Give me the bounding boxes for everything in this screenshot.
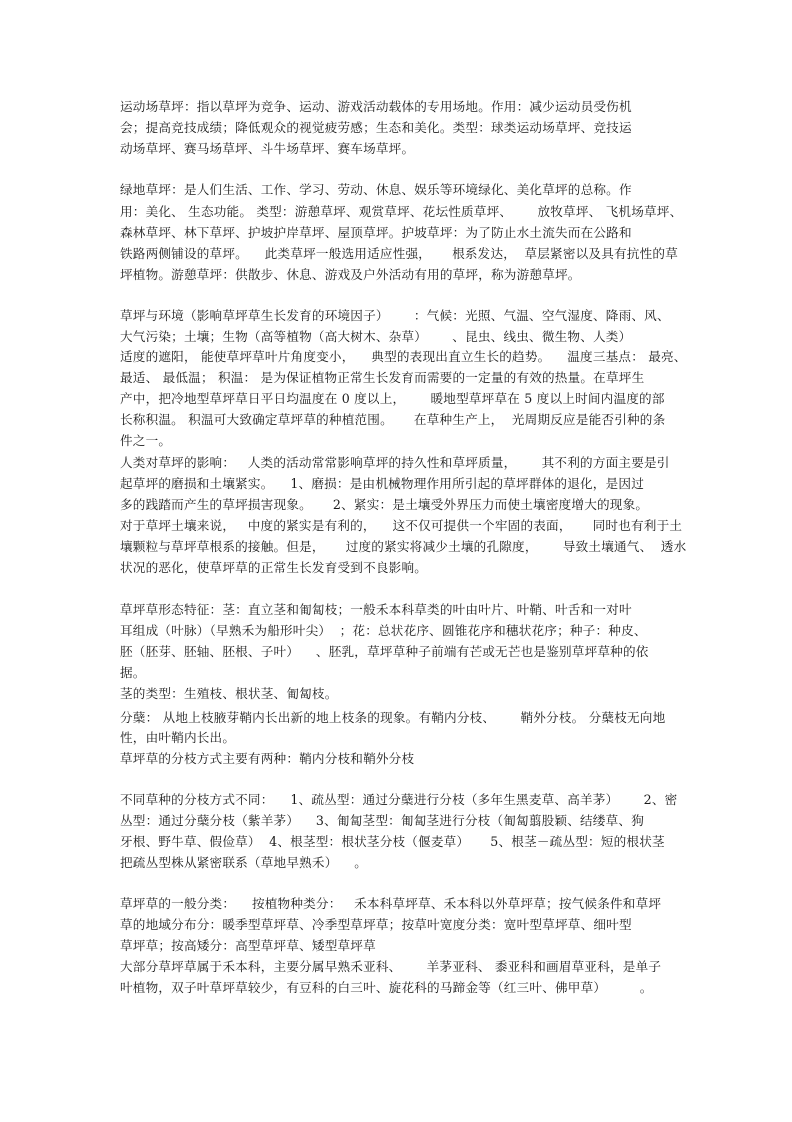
text-line: 大部分草坪草属于禾本科，主要分属早熟禾亚科、 羊茅亚科、 黍亚科和画眉草亚科，是单子	[120, 959, 662, 974]
text-line: 壤颗粒与草坪草根系的接触。但是， 过度的紧实将减少土壤的孔隙度， 导致土壤通气、 透水	[120, 539, 687, 554]
text-line: 产中，把冷地型草坪草日平日均温度在 0 度以上， 暖地型草坪草在 5 度以上时间内温度的部	[120, 391, 665, 406]
text-line: 起草坪的磨损和土壤紧实。 1、磨损：是由机械物理作用所引起的草坪群体的退化，是因过	[120, 476, 644, 491]
text-line: 不同草种的分枝方式不同： 1、疏丛型：通过分蘖进行分枝（多年生黑麦草、高羊茅） 2、密	[120, 792, 678, 807]
text-line: 适度的遮阳， 能使草坪草叶片角度变小， 典型的表现出直立生长的趋势。 温度三基点： 最亮、	[120, 349, 687, 364]
text-line: 牙根、野牛草、假俭草） 4、根茎型：根状茎分枝（偃麦草） 5、根茎－疏丛型：短的根状茎	[120, 834, 665, 849]
text-line: 草坪草形态特征：茎：直立茎和匍匐枝；一般禾本科草类的叶由叶片、叶鞘、叶舌和一对叶	[120, 602, 632, 617]
text-line: 多的践踏而产生的草坪损害现象。 2、紧实：是土壤受外界压力而使土壤密度增大的现象。	[120, 497, 649, 512]
text-line: 草坪与环境（影响草坪草生长发育的环境因子） ：气候：光照、气温、空气湿度、降雨、风、	[120, 308, 670, 323]
text-line: 草的地域分布分：暖季型草坪草、冷季型草坪草；按草叶宽度分类：宽叶型草坪草、细叶型	[120, 917, 632, 932]
text-line: 长称积温。 积温可大致确定草坪草的种植范围。 在草种生产上， 光周期反应是能否引种的条	[120, 412, 666, 427]
text-line: 大气污染；土壤；生物（高等植物（高大树木、杂草） 、昆虫、线虫、微生物、人类）	[120, 329, 632, 344]
text-line: 运动场草坪：指以草坪为竞争、运动、游戏活动载体的专用场地。作用：减少运动员受伤机	[120, 99, 632, 114]
text-line: 草坪草的一般分类： 按植物种类分： 禾本科草坪草、禾本科以外草坪草；按气候条件和草坪	[120, 896, 662, 911]
text-line: 人类对草坪的影响： 人类的活动常常影响草坪的持久性和草坪质量， 其不利的方面主要是引	[120, 455, 670, 470]
text-line: 性，由叶鞘内长出。	[120, 730, 236, 745]
text-line: 绿地草坪：是人们生活、工作、学习、劳动、休息、娱乐等环境绿化、美化草坪的总称。作	[120, 182, 632, 197]
text-line: 状况的恶化，使草坪草的正常生长发育受到不良影响。	[120, 560, 428, 575]
text-line: 胚（胚芽、胚轴、胚根、子叶） 、胚乳，草坪草种子前端有芒或无芒也是鉴别草坪草种的依	[120, 644, 649, 659]
text-line: 叶植物，双子叶草坪草较少，有豆科的白三叶、旋花科的马蹄金等（红三叶、佛甲草） 。	[120, 980, 653, 995]
text-line: 会；提高竞技成绩；降低观众的视觉疲劳感；生态和美化。类型：球类运动场草坪、竞技运	[120, 120, 632, 135]
text-line: 用：美化、 生态功能。 类型：游憩草坪、观赏草坪、花坛性质草坪、 放牧草坪、 飞机场草坪、	[120, 204, 683, 219]
text-line: 动场草坪、赛马场草坪、斗牛场草坪、赛车场草坪。	[120, 141, 415, 156]
text-line: 铁路两侧铺设的草坪。 此类草坪一般选用适应性强， 根系发达， 草层紧密以及具有抗性的草	[120, 246, 678, 261]
text-line: 据。	[120, 665, 146, 680]
text-line: 丛型：通过分蘖分枝（紫羊茅） 3、匍匐茎型：匍匐茎进行分枝（匍匐翦股颖、结缕草、狗	[120, 813, 644, 828]
text-line: 对于草坪土壤来说， 中度的紧实是有利的， 这不仅可提供一个牢固的表面， 同时也有利于土	[120, 518, 683, 533]
text-line: 茎的类型：生殖枝、根状茎、匍匐枝。	[120, 686, 338, 701]
text-line: 森林草坪、林下草坪、护坡护岸草坪、屋顶草坪。护坡草坪：为了防止水土流失而在公路和	[120, 225, 632, 240]
text-line: 草坪草的分枝方式主要有两种：鞘内分枝和鞘外分枝	[120, 751, 415, 766]
text-line: 草坪草；按高矮分：高型草坪草、矮型草坪草	[120, 938, 376, 953]
text-line: 把疏丛型株从紧密联系（草地早熟禾） 。	[120, 855, 368, 870]
text-line: 分蘖： 从地上枝腋芽鞘内长出新的地上枝条的现象。有鞘内分枝、 鞘外分枝。 分蘖枝无向地	[120, 710, 666, 725]
text-line: 坪植物。游憩草坪：供散步、休息、游戏及户外活动有用的草坪，称为游憩草坪。	[120, 267, 581, 282]
text-line: 件之一。	[120, 433, 172, 448]
text-line: 耳组成（叶脉）（早熟禾为船形叶尖） ；花：总状花序、圆锥花序和穗状花序；种子：种皮、	[120, 623, 647, 638]
text-line: 最适、 最低温； 积温： 是为保证植物正常生长发育而需要的一定量的有效的热量。在草坪生	[120, 370, 645, 385]
